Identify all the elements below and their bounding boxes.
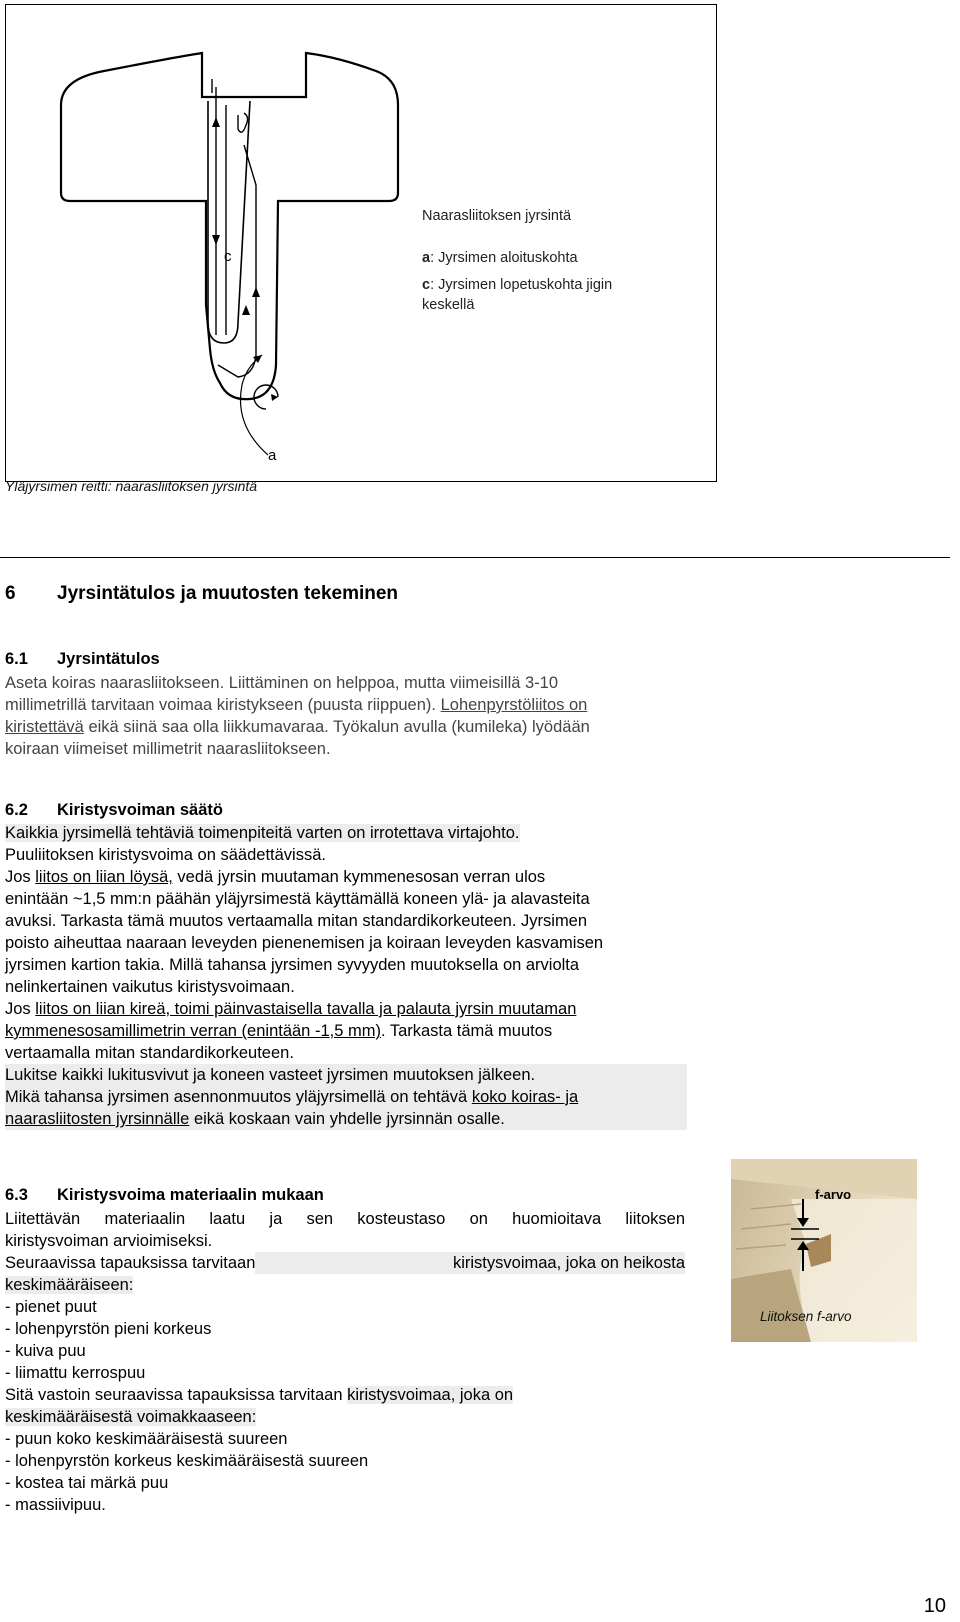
s63-p2-l2: keskimääräiseen: — [5, 1276, 134, 1294]
list-item: - massiivipuu. — [5, 1496, 106, 1514]
s63-p2-l1: Seuraavissa tapauksissa tarvitaan kiristysvoimaa, joka on heikosta — [5, 1254, 685, 1272]
section-6-3-body-2 — [5, 1384, 685, 1428]
s61-line-2: millimetrillä tarvitaan voimaa kiristykseen (puusta riippuen). Lohenpyrstöliitos on — [5, 696, 588, 714]
list-item: - liimattu kerrospuu — [5, 1364, 146, 1382]
list-item: - lohenpyrstön pieni korkeus — [5, 1320, 212, 1338]
note-c: c: Jyrsimen lopetuskohta jigin — [422, 277, 613, 294]
s62-p4-l1: Jos liitos on liian kireä, toimi päinvastaisella tavalla ja palauta jyrsin muutaman — [5, 1000, 577, 1018]
s62-p3-l4: poisto aiheuttaa naaraan leveyden pienenemisen ja koiraan leveyden kasvamisen — [5, 934, 604, 952]
path-arrow-up-2 — [252, 287, 260, 297]
s62-p3-l1: Jos liitos on liian löysä, vedä jyrsin muutaman kymmenesosan verran ulos — [5, 868, 546, 886]
s61-line-1: Aseta koiras naarasliitokseen. Liittäminen on helppoa, mutta viimeisillä 3-10 — [5, 674, 559, 692]
list-item: - lohenpyrstön korkeus keskimääräisestä suureen — [5, 1452, 369, 1470]
page-number: 10 — [923, 1595, 946, 1617]
path-arrow-down — [212, 235, 220, 245]
list-item: - kostea tai märkä puu — [5, 1474, 169, 1492]
s62-p5: Lukitse kaikki lukitusvivut ja koneen vasteet jyrsimen muutoksen jälkeen. — [5, 1064, 687, 1086]
figure-note — [422, 207, 702, 315]
list-item: - pienet puut — [5, 1298, 97, 1316]
s62-p4-l2: kymmenesosamillimetrin verran (enintään -1,5 mm). Tarkasta tämä muutos — [5, 1022, 553, 1040]
list-strong-tension — [5, 1428, 368, 1516]
figure1-caption: Yläjyrsimen reitti: naarasliitoksen jyrsintä — [5, 478, 258, 494]
section-divider — [0, 557, 950, 558]
section-6-2-body — [5, 822, 687, 1130]
start-circle-arrow — [271, 394, 278, 401]
f-value-label: f-arvo — [815, 1187, 852, 1202]
section-6-heading: 6 Jyrsintätulos ja muutosten tekeminen — [5, 583, 399, 604]
entry-curve — [240, 355, 268, 455]
s63-p3-l1: Sitä vastoin seuraavissa tapauksissa tarvitaan kiristysvoimaa, joka on — [5, 1386, 514, 1404]
figure2-caption: Liitoksen f-arvo — [760, 1309, 852, 1324]
path-arrow-up — [212, 117, 220, 127]
s63-p1-l1: Liitettävän materiaalin laatu ja sen kosteustaso on huomioitava liitoksen — [5, 1210, 685, 1228]
section-6-2-heading: 6.2 Kiristysvoiman säätö — [5, 801, 223, 819]
note-c-cont: keskellä — [422, 296, 475, 313]
jig-slot — [208, 101, 250, 343]
s62-p6-l2: naarasliitosten jyrsinnälle eikä koskaan vain yhdelle jyrsinnän osalle. — [5, 1108, 687, 1130]
list-item: - kuiva puu — [5, 1342, 86, 1360]
s62-p3-l6: nelinkertainen vaikutus kiristysvoimaan. — [5, 978, 295, 996]
s62-p3-l5: jyrsimen kartion takia. Millä tahansa jyrsimen syvyyden muutoksella on arviolta — [5, 956, 580, 974]
list-weak-tension — [5, 1296, 211, 1384]
jig-route-figure — [5, 4, 717, 482]
section-6-3-heading: 6.3 Kiristysvoima materiaalin mukaan — [5, 1186, 324, 1204]
section-6-1-heading: 6.1 Jyrsintätulos — [5, 650, 160, 668]
note-title: Naarasliitoksen jyrsintä — [422, 208, 572, 224]
section-6-1-body — [5, 672, 685, 760]
note-a: a: Jyrsimen aloituskohta — [422, 249, 578, 266]
s62-p4-l3: vertaamalla mitan standardikorkeuteen. — [5, 1044, 294, 1062]
jig-outline — [61, 53, 398, 399]
section-6-3-body — [5, 1208, 685, 1296]
s61-line-3: kiristettävä eikä siinä saa olla liikkumavaraa. Työkalun avulla (kumileka) lyödään — [5, 718, 590, 736]
s63-p3-l2: keskimääräisestä voimakkaaseen: — [5, 1408, 257, 1426]
path-arrow-up-3 — [242, 305, 250, 315]
marker-c: c — [224, 248, 232, 265]
s62-p3-l3: avuksi. Tarkasta tämä muutos vertaamalla mitan standardikorkeuteen. Jyrsimen — [5, 912, 588, 930]
list-item: - puun koko keskimääräisestä suureen — [5, 1430, 288, 1448]
s61-line-4: koiraan viimeiset millimetrit naarasliitokseen. — [5, 740, 331, 758]
s63-p1-l2: kiristysvoiman arvioimiseksi. — [5, 1232, 213, 1250]
s62-p2: Puuliitoksen kiristysvoima on säädettävissä. — [5, 846, 326, 864]
marker-a: a — [268, 447, 277, 464]
s62-p3-l2: enintään ~1,5 mm:n päähän yläjyrsimestä käyttämällä koneen ylä- ja alavasteita — [5, 890, 590, 908]
s62-p6-l1: Mikä tahansa jyrsimen asennonmuutos yläjyrsimellä on tehtävä koko koiras- ja — [5, 1086, 687, 1108]
s62-p1: Kaikkia jyrsimellä tehtäviä toimenpiteitä varten on irrotettava virtajohto. — [5, 824, 520, 842]
